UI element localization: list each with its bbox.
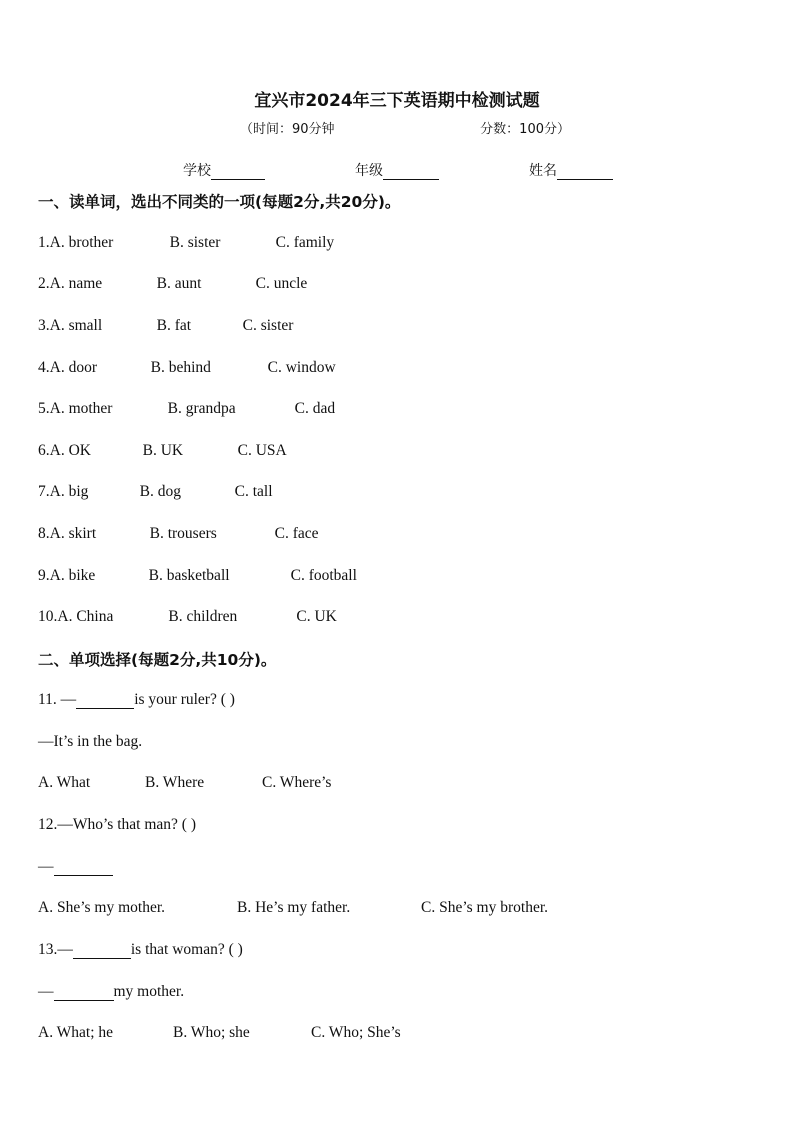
- option-c: C. family: [275, 234, 335, 251]
- question-11: 11. — is your ruler? ( ): [38, 691, 235, 708]
- page-title: 宜兴市2024年三下英语期中检测试题: [254, 91, 540, 111]
- option-b: B. UK: [142, 442, 184, 459]
- option-b: B. Who; she: [173, 1024, 250, 1041]
- option-a: A. big: [49, 483, 89, 500]
- question-stem: is that woman? ( ): [130, 941, 243, 958]
- question-13: 13.— is that woman? ( ): [38, 941, 243, 958]
- question-5: 5.A. mother B. grandpa C. dad: [38, 400, 336, 417]
- option-b: B. aunt: [156, 275, 202, 292]
- time-limit: （时间：90分钟: [240, 122, 335, 137]
- section-1-heading: 一、读单词，选出不同类的一项(每题2分,共20分)。: [38, 193, 401, 211]
- option-a: A. bike: [49, 567, 96, 584]
- question-12-answer-line: —: [38, 858, 113, 876]
- option-a: A. OK: [49, 442, 91, 459]
- option-a: A. What; he: [38, 1024, 114, 1041]
- option-a: A. brother: [49, 234, 114, 251]
- question-10: 10.A. China B. children C. UK: [38, 608, 337, 625]
- option-b: B. children: [168, 608, 238, 625]
- option-c: C. dad: [294, 400, 336, 417]
- option-c: C. face: [274, 525, 319, 542]
- option-c: C. window: [267, 359, 336, 376]
- question-1: 1.A. brother B. sister C. family: [38, 234, 335, 251]
- student-info: [183, 160, 613, 180]
- question-12: 12.—Who’s that man? ( ): [38, 816, 196, 833]
- question-7: 7.A. big B. dog C. tall: [38, 483, 273, 500]
- question-13-options: [38, 1024, 401, 1042]
- option-b: B. fat: [156, 317, 192, 334]
- option-a: A. small: [49, 317, 103, 334]
- option-b: B. He’s my father.: [237, 899, 351, 916]
- answer-blank[interactable]: [76, 693, 134, 710]
- option-c: C. sister: [242, 317, 294, 334]
- option-b: B. grandpa: [167, 400, 236, 417]
- exam-meta: [240, 118, 570, 137]
- option-a: A. name: [49, 275, 103, 292]
- question-stem: is your ruler? ( ): [134, 691, 235, 708]
- option-b: B. trousers: [149, 525, 217, 542]
- question-6: 6.A. OK B. UK C. USA: [38, 442, 287, 459]
- option-c: C. tall: [234, 483, 273, 500]
- question-stem: Who’s that man? ( ): [72, 816, 196, 833]
- option-b: B. basketball: [148, 567, 230, 584]
- answer-blank[interactable]: [73, 943, 131, 960]
- option-a: A. door: [49, 359, 97, 376]
- school-blank[interactable]: [211, 165, 265, 180]
- option-a: A. What: [38, 774, 91, 791]
- option-a: A. China: [57, 608, 114, 625]
- total-score: 分数：100分）: [480, 122, 570, 137]
- grade-field: 年级: [355, 160, 439, 180]
- option-c: C. Who; She’s: [311, 1024, 401, 1041]
- question-11-answer-line: —It’s in the bag.: [38, 733, 143, 750]
- question-11-options: [38, 774, 331, 792]
- option-b: B. Where: [145, 774, 205, 791]
- question-3: 3.A. small B. fat C. sister: [38, 317, 294, 334]
- option-a: A. skirt: [49, 525, 97, 542]
- option-c: C. football: [290, 567, 357, 584]
- section-2-heading: 二、单项选择(每题2分,共10分)。: [38, 651, 277, 669]
- option-b: B. dog: [139, 483, 181, 500]
- option-b: B. sister: [169, 234, 221, 251]
- grade-blank[interactable]: [383, 165, 439, 180]
- option-c: C. USA: [237, 442, 287, 459]
- question-8: 8.A. skirt B. trousers C. face: [38, 525, 319, 542]
- answer-blank[interactable]: [54, 985, 114, 1002]
- question-2: 2.A. name B. aunt C. uncle: [38, 275, 308, 292]
- option-a: A. She’s my mother.: [38, 899, 166, 916]
- school-field: 学校: [183, 160, 265, 180]
- question-4: 4.A. door B. behind C. window: [38, 359, 336, 376]
- question-9: 9.A. bike B. basketball C. football: [38, 567, 357, 584]
- answer-blank[interactable]: [54, 860, 113, 877]
- option-b: B. behind: [150, 359, 211, 376]
- option-c: C. She’s my brother.: [421, 899, 549, 916]
- name-field: 姓名: [529, 160, 613, 180]
- option-a: A. mother: [49, 400, 113, 417]
- name-blank[interactable]: [557, 165, 613, 180]
- option-c: C. Where’s: [262, 774, 332, 791]
- question-13-answer-line: — my mother.: [38, 983, 185, 1000]
- option-c: C. uncle: [255, 275, 308, 292]
- question-12-options: [38, 899, 548, 917]
- option-c: C. UK: [296, 608, 337, 625]
